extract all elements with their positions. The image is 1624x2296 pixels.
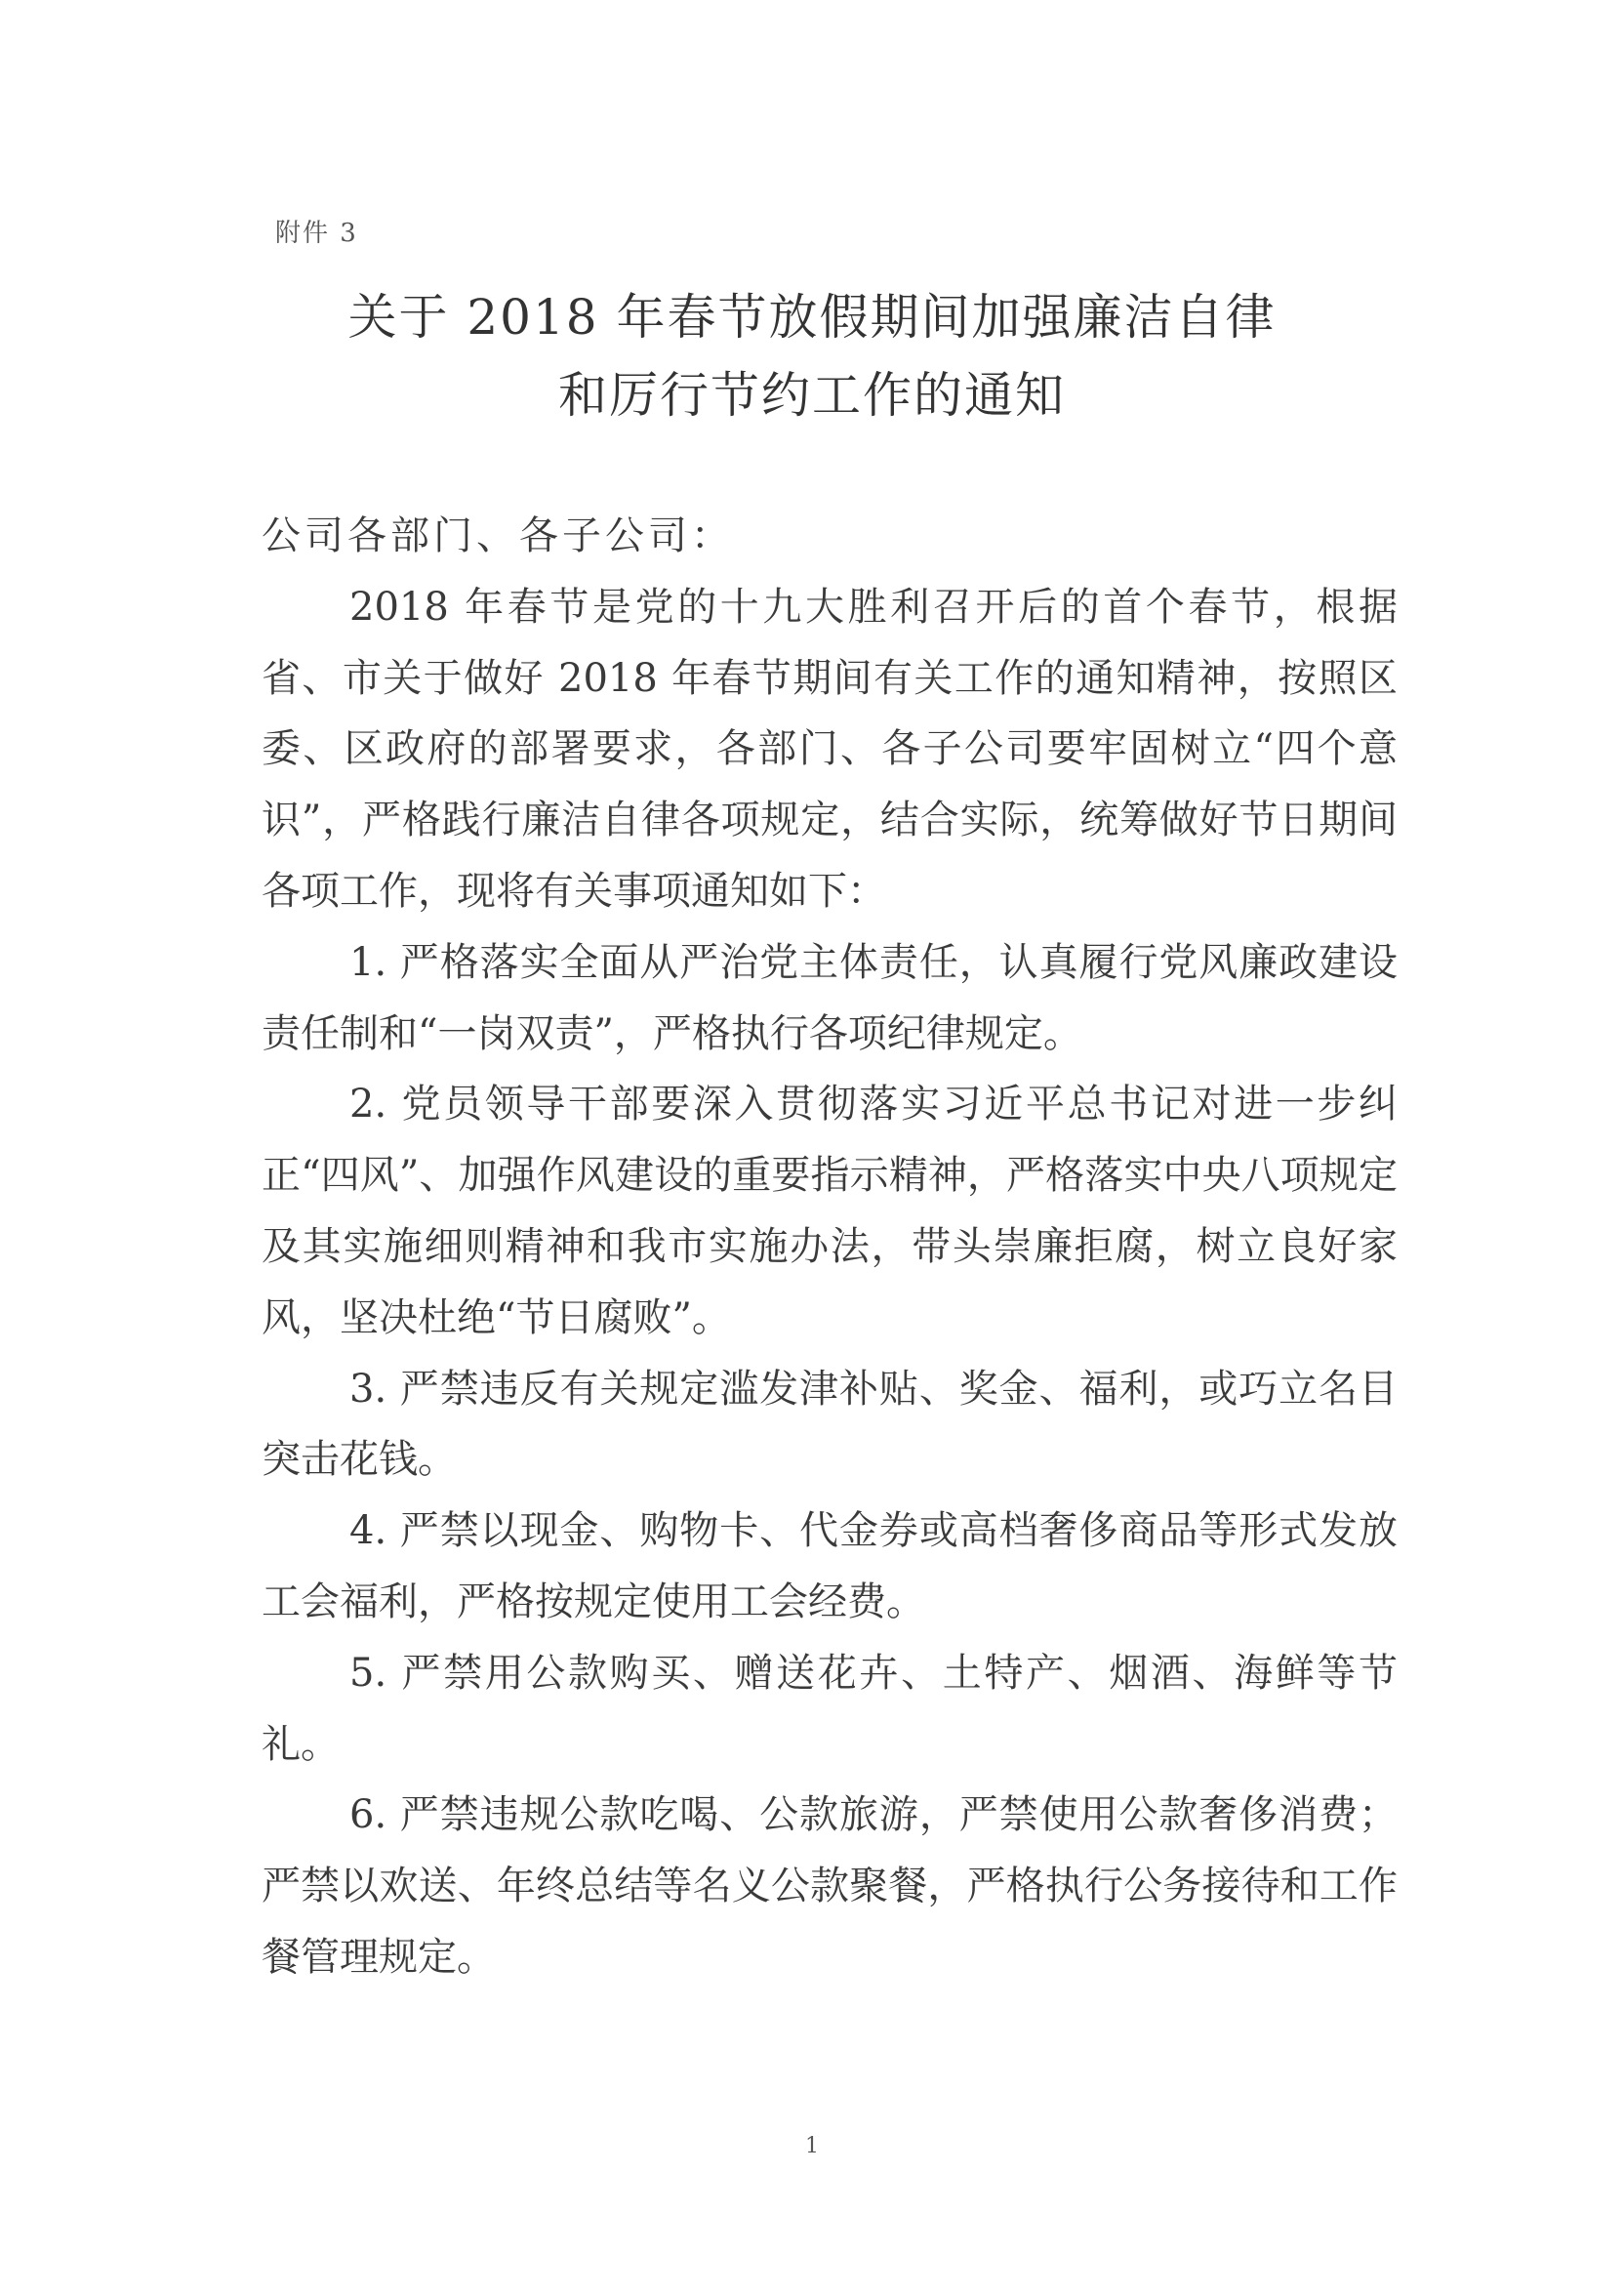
paragraph-item-2: 2. 党员领导干部要深入贯彻落实习近平总书记对进一步纠正“四风”、加强作风建设的重要指示精神，严格落实中央八项规定及其实施细则精神和我市实施办法，带头崇廉拒腐，树立良好家风，坚决杜绝“节日腐败”。 [262, 1082, 1398, 1340]
paragraph-item-4: 4. 严禁以现金、购物卡、代金券或高档奢侈商品等形式发放工会福利，严格按规定使用工会经费。 [262, 1508, 1398, 1624]
paragraph-item-5: 5. 严禁用公款购买、赠送花卉、土特产、烟酒、海鲜等节礼。 [262, 1650, 1398, 1767]
paragraph-item-6: 6. 严禁违规公款吃喝、公款旅游，严禁使用公款奢侈消费；严禁以欢送、年终总结等名义公款聚餐，严格执行公务接待和工作餐管理规定。 [262, 1792, 1398, 1980]
paragraph-item-3: 3. 严禁违反有关规定滥发津补贴、奖金、福利，或巧立名目突击花钱。 [262, 1366, 1398, 1483]
document-title-line-1: 关于 2018 年春节放假期间加强廉洁自律 [347, 289, 1277, 346]
salutation: 公司各部门、各子公司： [262, 513, 734, 558]
document-body [262, 501, 1398, 1993]
paragraph-item-1: 1. 严格落实全面从严治党主体责任，认真履行党风廉政建设责任制和“一岗双责”，严格执行各项纪律规定。 [262, 939, 1398, 1056]
attachment-label: 附件 3 [275, 219, 358, 248]
page-number: 1 [805, 2134, 819, 2158]
document-title-line-2: 和厉行节约工作的通知 [558, 367, 1066, 424]
paragraph-intro: 2018 年春节是党的十九大胜利召开后的首个春节，根据省、市关于做好 2018 年春节期间有关工作的通知精神，按照区委、区政府的部署要求，各部门、各子公司要牢固树立“四个意识”，严格践行廉洁自律各项规定，结合实际，统筹做好节日期间各项工作，现将有关事项通知如下： [262, 584, 1398, 914]
